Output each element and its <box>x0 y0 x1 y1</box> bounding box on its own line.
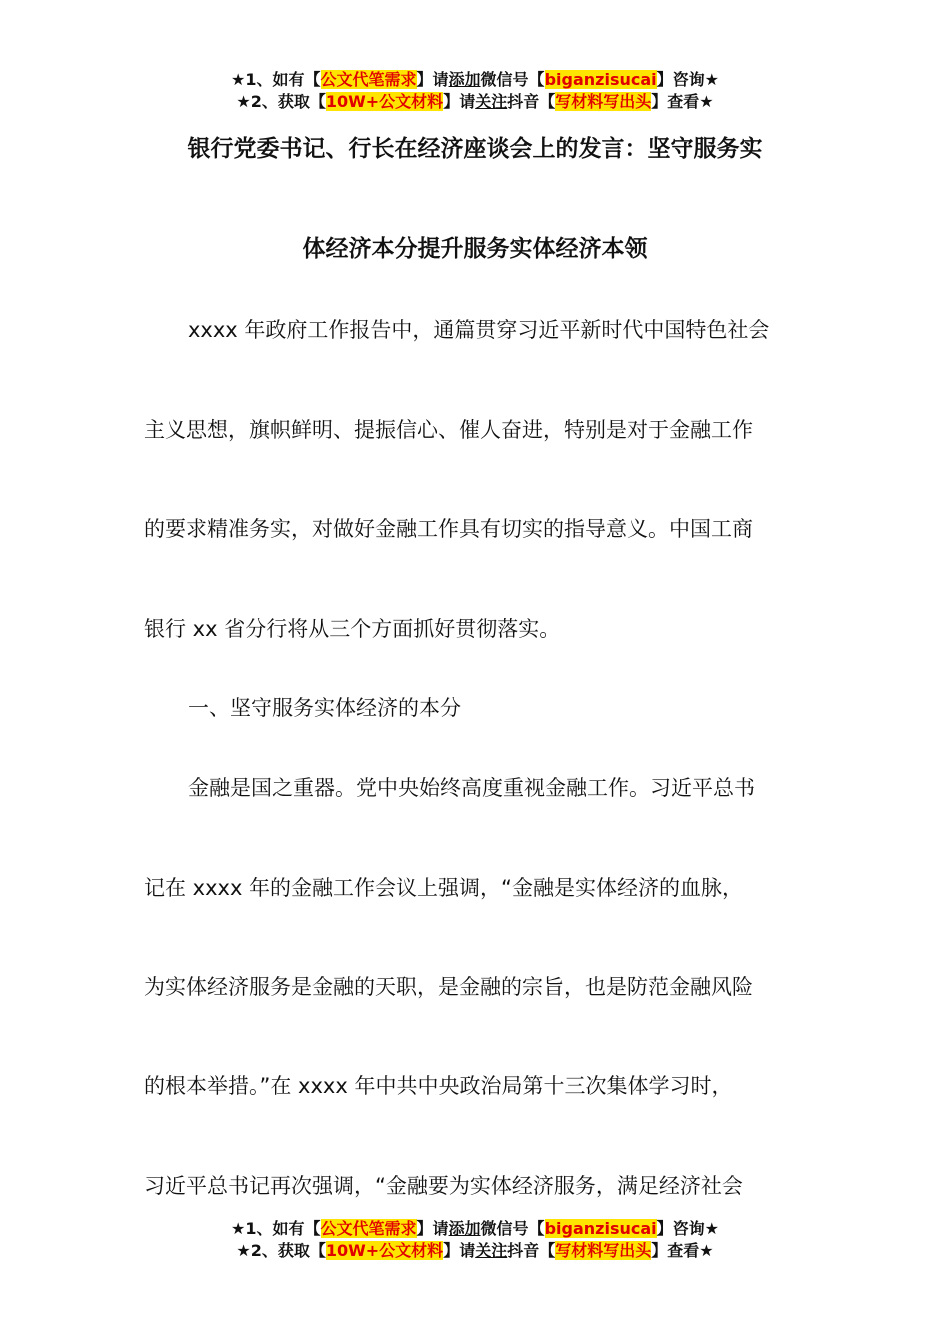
body-text-line: 记在 xxxx 年的金融工作会议上强调，“金融是实体经济的血脉， <box>144 876 743 900</box>
body-text-line: 主义思想，旗帜鲜明、提振信心、催人奋进，特别是对于金融工作 <box>144 418 753 442</box>
highlight-materials: 10W+公文材料 <box>325 92 444 111</box>
highlight-douyin-id: 写材料写出头 <box>555 92 652 111</box>
body-text-line: 为实体经济服务是金融的天职，是金融的宗旨，也是防范金融风险 <box>144 975 753 999</box>
body-text-line: 习近平总书记再次强调，“金融要为实体经济服务，满足经济社会 <box>144 1174 743 1198</box>
highlight-douyin-id: 写材料写出头 <box>555 1241 652 1260</box>
promo-line-1: ★1、如有【公文代笔需求】请添加微信号【biganzisucai】咨询★ <box>231 70 719 89</box>
highlight-service: 公文代笔需求 <box>320 70 417 89</box>
highlight-wechat-id: biganzisucai <box>544 1219 657 1238</box>
promo-banner-top <box>0 69 950 113</box>
body-text-line: xxxx 年政府工作报告中，通篇贯穿习近平新时代中国特色社会 <box>188 318 770 342</box>
body-text-line: 的要求精准务实，对做好金融工作具有切实的指导意义。中国工商 <box>144 517 753 541</box>
highlight-service: 公文代笔需求 <box>320 1219 417 1238</box>
promo-line-2: ★2、获取【10W+公文材料】请关注抖音【写材料写出头】查看★ <box>236 92 714 111</box>
highlight-wechat-id: biganzisucai <box>544 70 657 89</box>
body-text-line: 的根本举措。”在 xxxx 年中共中央政治局第十三次集体学习时， <box>144 1074 733 1098</box>
document-title-line-1: 银行党委书记、行长在经济座谈会上的发言：坚守服务实 <box>187 136 763 162</box>
body-text-line: 银行 xx 省分行将从三个方面抓好贯彻落实。 <box>144 617 561 641</box>
keyword-add: 添加 <box>448 70 481 89</box>
promo-banner-bottom <box>0 1218 950 1262</box>
keyword-follow: 关注 <box>475 92 508 111</box>
section-heading: 一、坚守服务实体经济的本分 <box>188 696 461 720</box>
promo-line-1: ★1、如有【公文代笔需求】请添加微信号【biganzisucai】咨询★ <box>231 1219 719 1238</box>
body-text-line: 金融是国之重器。党中央始终高度重视金融工作。习近平总书 <box>188 776 755 800</box>
highlight-materials: 10W+公文材料 <box>325 1241 444 1260</box>
keyword-follow: 关注 <box>475 1241 508 1260</box>
document-title-line-2: 体经济本分提升服务实体经济本领 <box>302 236 648 262</box>
keyword-add: 添加 <box>448 1219 481 1238</box>
promo-line-2: ★2、获取【10W+公文材料】请关注抖音【写材料写出头】查看★ <box>236 1241 714 1260</box>
